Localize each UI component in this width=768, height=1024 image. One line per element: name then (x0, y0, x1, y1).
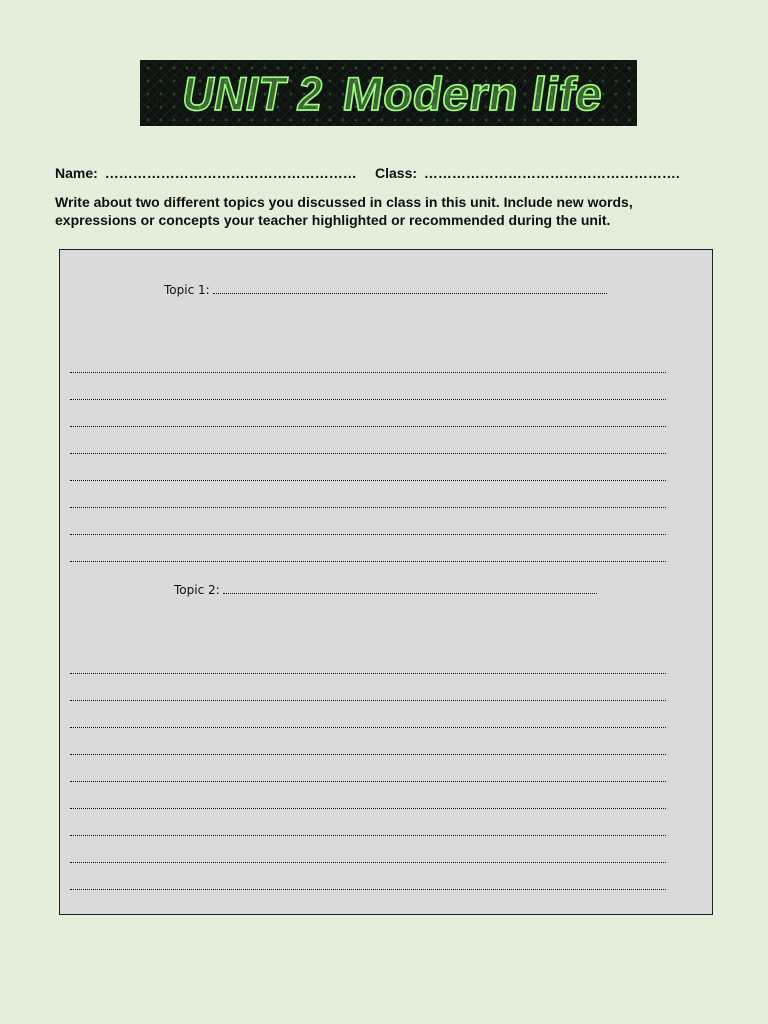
topic-2-answer-line-8[interactable] (70, 836, 666, 863)
topic-2-answer-line-5[interactable] (70, 755, 666, 782)
topic-1-prompt[interactable] (164, 283, 607, 297)
topic-2-blank[interactable] (223, 585, 597, 594)
topic-1-answer-line-4[interactable] (70, 427, 666, 454)
topic-1-answer-line-1[interactable] (70, 346, 666, 373)
unit-title (140, 60, 637, 126)
topic-1-answer-line-2[interactable] (70, 373, 666, 400)
topic-1-answer-line-3[interactable] (70, 400, 666, 427)
topic-2-answer-lines[interactable] (70, 647, 666, 890)
name-label: Name: (55, 165, 98, 181)
topic-1-answer-line-5[interactable] (70, 454, 666, 481)
worksheet-instructions: Write about two different topics you discussed in class in this unit. Include new words, expressions or concepts your teacher highlighted or recommended during the unit. (55, 194, 633, 228)
topic-2-answer-line-6[interactable] (70, 782, 666, 809)
unit-title-banner (140, 60, 637, 126)
topic-1-answer-line-8[interactable] (70, 535, 666, 562)
topic-2-answer-line-2[interactable] (70, 674, 666, 701)
topic-2-answer-line-7[interactable] (70, 809, 666, 836)
topic-2-answer-line-4[interactable] (70, 728, 666, 755)
unit-name: Modern life (339, 66, 607, 120)
topic-2-label: Topic 2: (174, 583, 220, 597)
topic-2-answer-line-1[interactable] (70, 647, 666, 674)
topic-1-blank[interactable] (213, 285, 607, 294)
topic-2-answer-line-3[interactable] (70, 701, 666, 728)
writing-box[interactable] (59, 249, 713, 915)
topic-2-answer-line-9[interactable] (70, 863, 666, 890)
name-blank[interactable]: ……………………………………………… (104, 165, 357, 181)
name-field[interactable] (55, 165, 357, 181)
topic-2-prompt[interactable] (174, 583, 597, 597)
topic-1-answer-line-7[interactable] (70, 508, 666, 535)
class-field[interactable] (375, 165, 680, 181)
student-info-row (55, 165, 695, 183)
unit-number: UNIT 2 (182, 66, 323, 120)
topic-1-label: Topic 1: (164, 283, 210, 297)
topic-1-answer-line-6[interactable] (70, 481, 666, 508)
class-blank[interactable]: ………………………………………………. (423, 165, 680, 181)
class-label: Class: (375, 165, 418, 181)
topic-1-answer-lines[interactable] (70, 346, 666, 562)
